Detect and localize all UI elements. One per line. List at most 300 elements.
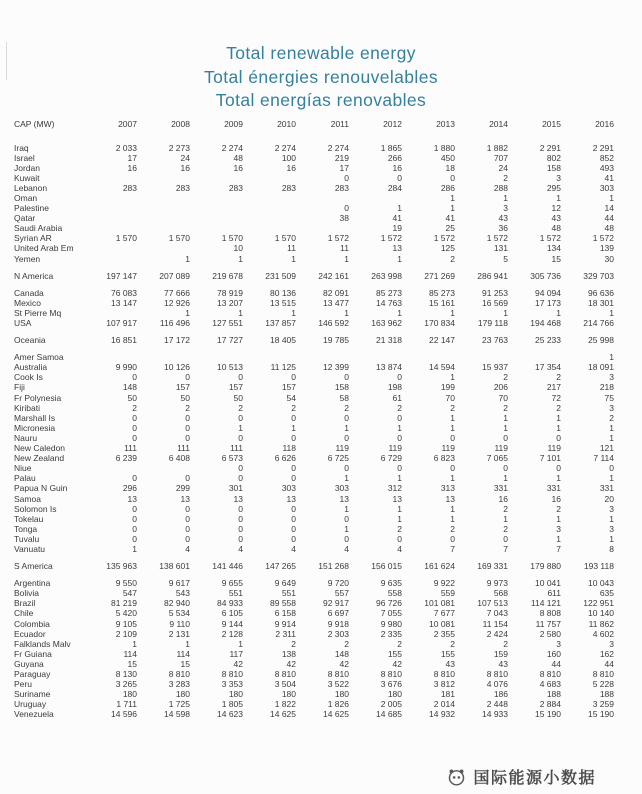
data-table	[0, 143, 642, 720]
cell-value: 48	[233, 152, 243, 163]
cell-value: 0	[291, 503, 296, 514]
cell-value: 94 094	[535, 287, 561, 298]
cell-value: 9 973	[486, 578, 508, 589]
cell-value: 131	[493, 243, 508, 254]
cell-value: 8 810	[221, 669, 243, 679]
table-section	[0, 143, 642, 264]
cell-value: 4 602	[592, 628, 614, 639]
row-label: Fiji	[14, 382, 25, 393]
cell-value: 16	[286, 162, 296, 173]
cell-value: 5 420	[115, 608, 137, 619]
cell-value: 14 933	[482, 709, 508, 720]
row-label: Cook Is	[14, 372, 43, 383]
brand-name: 国际能源小数据	[473, 770, 596, 787]
table-row	[0, 203, 642, 213]
cell-value: 2	[503, 638, 508, 649]
cell-value: 162	[599, 648, 614, 659]
cell-value: 3	[556, 172, 561, 183]
cell-value: 547	[122, 588, 137, 599]
cell-value: 2 274	[221, 142, 243, 153]
cell-value: 44	[604, 658, 614, 669]
cell-value: 1	[450, 473, 455, 484]
cell-value: 312	[387, 483, 402, 494]
cell-value: 0	[450, 463, 455, 474]
cell-value: 180	[228, 689, 243, 700]
table-row	[0, 271, 642, 281]
cell-value: 4	[185, 543, 190, 554]
cell-value: 2	[556, 372, 561, 383]
cell-value: 81 219	[111, 598, 137, 609]
row-label: Ecuador	[14, 628, 46, 639]
cell-value: 0	[344, 513, 349, 524]
row-label: Papua N Guin	[14, 483, 68, 494]
table-row	[0, 463, 642, 473]
cell-value: 283	[122, 182, 137, 193]
cell-value: 217	[546, 382, 561, 393]
cell-value: 1	[556, 192, 561, 203]
cell-value: 18 301	[588, 297, 614, 308]
cell-value: 3	[609, 638, 614, 649]
cell-value: 5	[503, 253, 508, 264]
cell-value: 0	[344, 432, 349, 443]
cell-value: 1 725	[168, 699, 190, 710]
cell-value: 0	[132, 412, 137, 423]
cell-value: 11 862	[588, 618, 614, 629]
cell-value: 2 033	[115, 142, 137, 153]
cell-value: 13	[445, 493, 455, 504]
cell-value: 286 941	[477, 270, 508, 281]
cell-value: 0	[185, 412, 190, 423]
cell-value: 1	[556, 412, 561, 423]
cell-value: 188	[546, 689, 561, 700]
row-label: Nauru	[14, 432, 38, 443]
cell-value: 271 269	[424, 270, 455, 281]
cell-value: 118	[282, 443, 296, 454]
cell-value: 15 190	[588, 709, 614, 720]
cell-value: 3	[609, 523, 614, 534]
cell-value: 1	[503, 412, 508, 423]
cell-value: 313	[440, 483, 455, 494]
cell-value: 2	[503, 372, 508, 383]
cell-value: 0	[556, 463, 561, 474]
table-row	[0, 318, 642, 328]
cell-value: 2 303	[327, 628, 349, 639]
cell-value: 707	[493, 152, 508, 163]
cell-value: 329 703	[583, 270, 614, 281]
cell-value: 1	[397, 253, 402, 264]
cell-value: 15 937	[482, 362, 508, 373]
row-label: Qatar	[14, 213, 36, 224]
cell-value: 1	[185, 638, 190, 649]
cell-value: 219 678	[212, 270, 243, 281]
cell-value: 3	[609, 402, 614, 413]
cell-value: 9 649	[274, 578, 296, 589]
cell-value: 1 882	[486, 142, 508, 153]
cell-value: 111	[230, 443, 243, 454]
cell-value: 303	[599, 182, 614, 193]
row-label: Palau	[14, 473, 36, 484]
cell-value: 119	[388, 443, 402, 454]
cell-value: 14 594	[429, 362, 455, 373]
page-title	[0, 42, 642, 113]
cell-value: 852	[599, 152, 614, 163]
table-row	[0, 629, 642, 639]
cell-value: 1	[344, 422, 349, 433]
cell-value: 0	[132, 533, 137, 544]
cell-value: 2 335	[380, 628, 402, 639]
cell-value: 0	[344, 372, 349, 383]
row-label: Palestine	[14, 203, 49, 214]
cell-value: 4 683	[539, 679, 561, 690]
cell-value: 114 121	[530, 598, 561, 609]
cell-value: 1	[450, 412, 455, 423]
cell-value: 197 147	[106, 270, 137, 281]
cell-value: 266	[387, 152, 402, 163]
cell-value: 148	[122, 382, 137, 393]
cell-value: 7 043	[486, 608, 508, 619]
cell-value: 100	[281, 152, 296, 163]
cell-value: 0	[185, 372, 190, 383]
table-row	[0, 352, 642, 362]
cell-value: 0	[344, 533, 349, 544]
row-label: New Caledon	[14, 443, 66, 454]
cell-value: 6 239	[115, 453, 137, 464]
table-row	[0, 393, 642, 403]
cell-value: 199	[440, 382, 455, 393]
cell-value: 0	[238, 513, 243, 524]
cell-value: 43	[551, 213, 561, 224]
cell-value: 0	[291, 533, 296, 544]
cell-value: 6 729	[380, 453, 402, 464]
cell-value: 296	[122, 483, 137, 494]
cell-value: 155	[440, 648, 455, 659]
cell-value: 0	[185, 513, 190, 524]
cell-value: 6 725	[327, 453, 349, 464]
cell-value: 2	[609, 412, 614, 423]
cell-value: 179 880	[530, 561, 561, 572]
cell-value: 180	[281, 689, 296, 700]
cell-value: 214 766	[583, 318, 614, 328]
cell-value: 1	[609, 473, 614, 484]
cell-value: 23 763	[482, 335, 508, 346]
cell-value: 1 572	[327, 233, 349, 244]
cap-unit-label: CAP (MW)	[14, 118, 55, 129]
cell-value: 116 496	[159, 318, 190, 328]
cell-value: 1	[556, 422, 561, 433]
cell-value: 0	[291, 432, 296, 443]
cell-value: 158	[334, 382, 349, 393]
panda-logo-icon	[446, 766, 467, 787]
cell-value: 117	[229, 648, 243, 659]
cell-value: 9 617	[168, 578, 190, 589]
cell-value: 283	[228, 182, 243, 193]
cell-value: 0	[397, 432, 402, 443]
row-label: Samoa	[14, 493, 41, 504]
cell-value: 146 592	[318, 318, 349, 328]
cell-value: 1	[397, 203, 402, 214]
cell-value: 13 147	[111, 297, 137, 308]
table-row	[0, 223, 642, 233]
year-column-header: 2013	[436, 118, 455, 129]
cell-value: 2	[503, 402, 508, 413]
cell-value: 180	[387, 689, 402, 700]
cell-value: 14 763	[376, 297, 402, 308]
cell-value: 11	[340, 243, 349, 254]
cell-value: 10 140	[588, 608, 614, 619]
cell-value: 2 274	[274, 142, 296, 153]
cell-value: 16 851	[111, 335, 137, 346]
cell-value: 43	[498, 213, 508, 224]
table-row	[0, 544, 642, 554]
cell-value: 9 720	[327, 578, 349, 589]
cell-value: 2 109	[115, 628, 137, 639]
table-section	[0, 288, 642, 328]
cell-value: 13	[339, 493, 349, 504]
cell-value: 14 598	[164, 709, 190, 720]
cell-value: 2 291	[592, 142, 614, 153]
title-line-fr: Total énergies renouvelables	[204, 66, 438, 87]
cell-value: 1	[397, 503, 402, 514]
cell-value: 1	[132, 638, 137, 649]
cell-value: 263 998	[371, 270, 402, 281]
cell-value: 114	[123, 648, 137, 659]
cell-value: 44	[604, 213, 614, 224]
cell-value: 2	[450, 402, 455, 413]
cell-value: 8 130	[115, 669, 137, 679]
cell-value: 1	[503, 192, 508, 203]
cell-value: 11	[287, 243, 296, 254]
cell-value: 7 055	[380, 608, 402, 619]
cell-value: 14 596	[111, 709, 137, 720]
cell-value: 119	[335, 443, 349, 454]
cell-value: 13 515	[270, 297, 296, 308]
year-column-header: 2009	[224, 118, 243, 129]
cell-value: 303	[334, 483, 349, 494]
cell-value: 1	[450, 372, 455, 383]
year-column-header: 2016	[595, 118, 614, 129]
cell-value: 1 865	[380, 142, 402, 153]
row-label: New Zealand	[14, 453, 65, 464]
row-label: Uruguay	[14, 699, 47, 710]
title-line-en: Total renewable energy	[226, 43, 416, 63]
cell-value: 92 917	[323, 598, 349, 609]
table-row	[0, 233, 642, 243]
table-row	[0, 639, 642, 649]
cell-value: 1 572	[592, 233, 614, 244]
row-label: Iraq	[14, 142, 29, 153]
row-label: Vanuatu	[14, 543, 46, 554]
cell-value: 0	[185, 432, 190, 443]
cell-value: 42	[392, 658, 402, 669]
cell-value: 96 636	[588, 287, 614, 298]
cell-value: 1	[397, 473, 402, 484]
cell-value: 141 446	[212, 561, 243, 572]
cell-value: 3 265	[115, 679, 137, 690]
cell-value: 2	[556, 503, 561, 514]
table-section	[0, 335, 642, 345]
cell-value: 160	[546, 648, 561, 659]
table-row	[0, 649, 642, 659]
cell-value: 20	[604, 493, 614, 504]
row-label: Kiribati	[14, 402, 40, 413]
cell-value: 19 785	[323, 335, 349, 346]
cell-value: 2	[503, 172, 508, 183]
cell-value: 82 940	[164, 598, 190, 609]
cell-value: 186	[493, 689, 508, 700]
row-label: Peru	[14, 679, 32, 690]
cell-value: 0	[397, 412, 402, 423]
table-row	[0, 453, 642, 463]
cell-value: 218	[599, 382, 614, 393]
row-label: USA	[14, 318, 32, 328]
cell-value: 0	[344, 172, 349, 183]
cell-value: 135 963	[106, 561, 137, 572]
cell-value: 14 625	[270, 709, 296, 720]
cell-value: 22 147	[429, 335, 455, 346]
cell-value: 16	[392, 162, 402, 173]
cell-value: 50	[180, 392, 190, 403]
cell-value: 1	[185, 307, 190, 318]
cell-value: 13	[180, 493, 190, 504]
cell-value: 0	[185, 523, 190, 534]
cell-value: 24	[498, 162, 508, 173]
cell-value: 161 624	[424, 561, 455, 572]
table-row	[0, 709, 642, 719]
cell-value: 283	[175, 182, 190, 193]
year-column-header: 2008	[171, 118, 190, 129]
row-label: Niue	[14, 463, 32, 474]
cell-value: 6 573	[221, 453, 243, 464]
cell-value: 169 331	[477, 561, 508, 572]
cell-value: 2	[344, 402, 349, 413]
cell-value: 283	[334, 182, 349, 193]
cell-value: 72	[551, 392, 561, 403]
cell-value: 5 228	[592, 679, 614, 690]
cell-value: 82 091	[323, 287, 349, 298]
cell-value: 286	[440, 182, 455, 193]
cell-value: 1	[238, 638, 243, 649]
cell-value: 17 727	[217, 335, 243, 346]
cell-value: 6 697	[327, 608, 349, 619]
cell-value: 12	[551, 203, 561, 214]
cell-value: 159	[493, 648, 508, 659]
row-label: Tonga	[14, 523, 38, 534]
cell-value: 8 810	[274, 669, 296, 679]
row-label: N America	[14, 270, 54, 281]
row-label: Amer Samoa	[14, 352, 64, 363]
cell-value: 1	[450, 192, 455, 203]
cell-value: 2	[450, 638, 455, 649]
cell-value: 2	[291, 402, 296, 413]
table-row	[0, 372, 642, 382]
year-column-header: 2010	[277, 118, 296, 129]
cell-value: 9 922	[433, 578, 455, 589]
cell-value: 158	[546, 162, 561, 173]
cell-value: 559	[440, 588, 455, 599]
cell-value: 1	[609, 422, 614, 433]
cell-value: 17	[339, 162, 349, 173]
cell-value: 9 550	[115, 578, 137, 589]
cell-value: 1	[609, 533, 614, 544]
cell-value: 157	[175, 382, 190, 393]
cell-value: 231 509	[265, 270, 296, 281]
cell-value: 1	[344, 473, 349, 484]
cell-value: 13	[127, 493, 137, 504]
cell-value: 54	[286, 392, 296, 403]
row-label: Australia	[14, 362, 48, 373]
cell-value: 3 812	[433, 679, 455, 690]
cell-value: 1	[344, 503, 349, 514]
cell-value: 2 273	[168, 142, 190, 153]
row-label: Micronesia	[14, 422, 56, 433]
cell-value: 1	[291, 307, 296, 318]
cell-value: 568	[493, 588, 508, 599]
cell-value: 1 711	[116, 699, 137, 710]
cell-value: 2	[344, 638, 349, 649]
table-row	[0, 213, 642, 223]
cell-value: 450	[440, 152, 455, 163]
cell-value: 284	[387, 182, 402, 193]
cell-value: 2 274	[327, 142, 349, 153]
cell-value: 25 998	[588, 335, 614, 346]
row-label: Colombia	[14, 618, 50, 629]
cell-value: 2	[291, 638, 296, 649]
row-label: Mexico	[14, 297, 41, 308]
table-row	[0, 619, 642, 629]
cell-value: 17	[127, 152, 137, 163]
cell-value: 2	[238, 402, 243, 413]
cell-value: 0	[556, 432, 561, 443]
cell-value: 10 043	[588, 578, 614, 589]
cell-value: 70	[445, 392, 455, 403]
cell-value: 36	[498, 223, 508, 234]
cell-value: 0	[291, 412, 296, 423]
cell-value: 1	[503, 307, 508, 318]
cell-value: 1	[609, 307, 614, 318]
cell-value: 96 726	[376, 598, 402, 609]
cell-value: 151 268	[318, 561, 349, 572]
cell-value: 331	[546, 483, 561, 494]
cell-value: 30	[604, 253, 614, 264]
table-row	[0, 561, 642, 571]
cell-value: 0	[132, 523, 137, 534]
cell-value: 0	[238, 372, 243, 383]
row-label: Tuvalu	[14, 533, 40, 544]
cell-value: 206	[493, 382, 508, 393]
cell-value: 70	[498, 392, 508, 403]
cell-value: 0	[450, 533, 455, 544]
cell-value: 1	[450, 513, 455, 524]
cell-value: 15 190	[535, 709, 561, 720]
cell-value: 50	[233, 392, 243, 403]
cell-value: 9 655	[221, 578, 243, 589]
row-label: Jordan	[14, 162, 40, 173]
cell-value: 0	[132, 432, 137, 443]
cell-value: 551	[228, 588, 243, 599]
cell-value: 12 399	[323, 362, 349, 373]
cell-value: 4	[238, 543, 243, 554]
table-row	[0, 308, 642, 318]
cell-value: 80 136	[270, 287, 296, 298]
table-row	[0, 679, 642, 689]
cell-value: 301	[228, 483, 243, 494]
table-row	[0, 578, 642, 588]
cell-value: 10 081	[429, 618, 455, 629]
cell-value: 16	[127, 162, 137, 173]
cell-value: 147 265	[265, 561, 296, 572]
cell-value: 5 534	[168, 608, 190, 619]
cell-value: 0	[291, 473, 296, 484]
